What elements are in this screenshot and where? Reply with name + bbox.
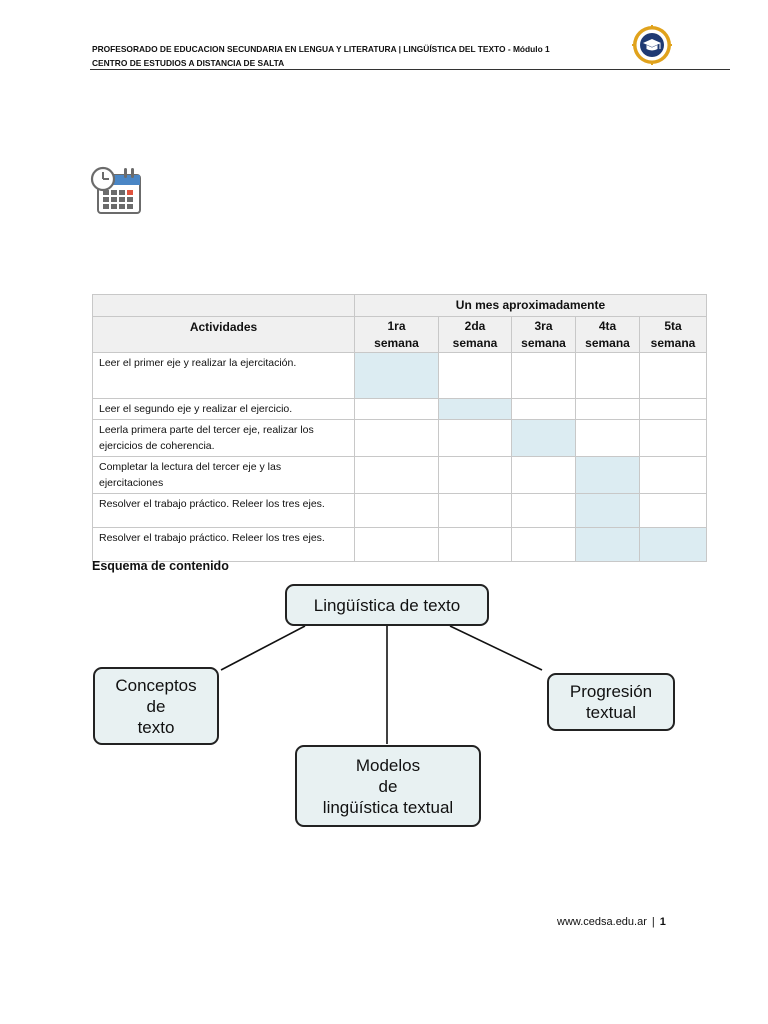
table-row (93, 399, 707, 420)
page-number: 1 (659, 916, 666, 928)
diagram-node-modelos: Modelos de lingüística textual (295, 745, 481, 827)
activity-cell: Leerla primera parte del tercer eje, realizar los ejercicios de coherencia. (93, 420, 355, 457)
page-header (92, 42, 652, 70)
week-cell (355, 457, 439, 494)
week-cell (512, 353, 576, 399)
activity-cell: Leer el segundo eje y realizar el ejercicio. (93, 399, 355, 420)
institution-seal-icon (632, 25, 672, 65)
footer-website: www.cedsa.edu.ar (557, 916, 647, 928)
table-row (93, 457, 707, 494)
week-header: 2da semana (439, 317, 512, 353)
table-row (93, 528, 707, 562)
week-cell (355, 353, 439, 399)
week-cell (439, 353, 512, 399)
week-cell (512, 399, 576, 420)
week-cell (576, 528, 640, 562)
week-cell (640, 457, 707, 494)
week-header: 4ta semana (576, 317, 640, 353)
week-header: 1ra semana (355, 317, 439, 353)
week-cell (439, 494, 512, 528)
week-cell (439, 420, 512, 457)
diagram-node-conceptos: Conceptos de texto (93, 667, 219, 745)
activity-cell: Resolver el trabajo práctico. Releer los tres ejes. (93, 494, 355, 528)
calendar-clock-icon (90, 165, 144, 217)
week-cell (439, 528, 512, 562)
diagram-title: Esquema de contenido (92, 559, 229, 573)
week-cell (355, 528, 439, 562)
week-cell (640, 399, 707, 420)
activity-cell: Resolver el trabajo práctico. Releer los tres ejes. (93, 528, 355, 562)
week-cell (640, 420, 707, 457)
week-cell (576, 494, 640, 528)
empty-header-cell (93, 295, 355, 317)
diagram-root-node: Lingüística de texto (285, 584, 489, 626)
connector-line (221, 626, 305, 670)
week-cell (640, 353, 707, 399)
activity-cell: Leer el primer eje y realizar la ejercitación. (93, 353, 355, 399)
week-cell (576, 457, 640, 494)
page-footer (557, 916, 666, 928)
footer-separator: | (651, 916, 655, 928)
table-row (93, 353, 707, 399)
week-cell (355, 494, 439, 528)
week-cell (576, 420, 640, 457)
activity-cell: Completar la lectura del tercer eje y las ejercitaciones (93, 457, 355, 494)
connector-line (450, 626, 542, 670)
table-row (93, 420, 707, 457)
diagram-node-progresion: Progresión textual (547, 673, 675, 731)
week-header: 5ta semana (640, 317, 707, 353)
week-cell (512, 420, 576, 457)
header-divider (90, 69, 730, 70)
week-cell (512, 457, 576, 494)
header-line-1: PROFESORADO DE EDUCACION SECUNDARIA EN LENGUA Y LITERATURA | LINGÜÍSTICA DEL TEXTO - Módulo 1 (92, 44, 550, 54)
table-row (93, 494, 707, 528)
week-cell (640, 494, 707, 528)
week-cell (355, 420, 439, 457)
activities-header: Actividades (93, 317, 355, 353)
week-cell (355, 399, 439, 420)
week-cell (439, 399, 512, 420)
schedule-table (92, 294, 707, 562)
week-cell (640, 528, 707, 562)
week-cell (576, 399, 640, 420)
period-header: Un mes aproximadamente (355, 295, 707, 317)
header-line-2: CENTRO DE ESTUDIOS A DISTANCIA DE SALTA (92, 58, 285, 68)
week-header: 3ra semana (512, 317, 576, 353)
week-cell (439, 457, 512, 494)
content-diagram (80, 580, 680, 840)
week-cell (576, 353, 640, 399)
week-cell (512, 494, 576, 528)
week-cell (512, 528, 576, 562)
